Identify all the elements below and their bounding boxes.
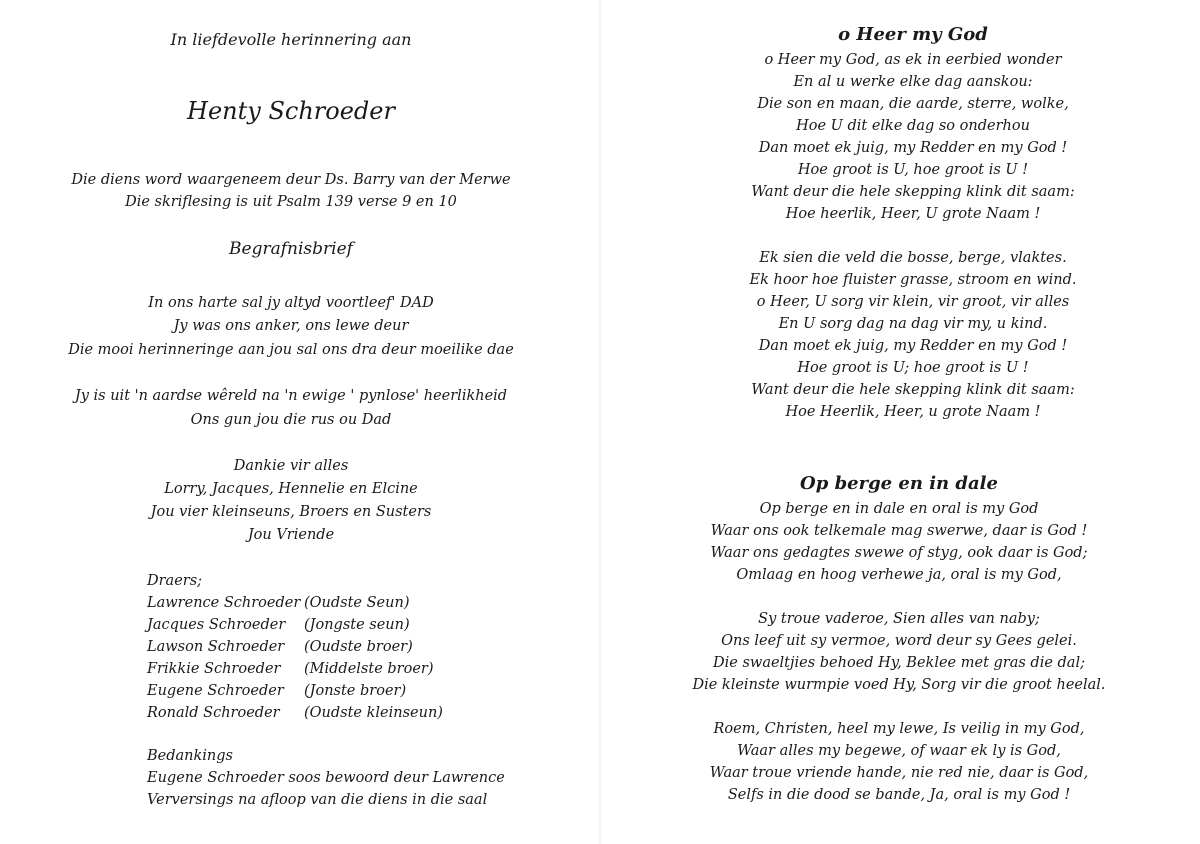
bearer-relation: (Jongste seun) — [304, 617, 410, 633]
hymn-line: Hoe heerlik, Heer, U grote Naam ! — [785, 206, 1041, 222]
deceased-name: Henty Schroeder — [187, 97, 395, 125]
thanks-line: Dankie vir alles — [233, 458, 349, 474]
thanks-line: Jou vier kleinseuns, Broers en Susters — [150, 504, 432, 520]
bearers-heading: Draers; — [147, 573, 203, 589]
right-page — [600, 0, 1200, 844]
hymn-line: Hoe Heerlik, Heer, u grote Naam ! — [785, 404, 1041, 420]
hymn-line: Op berge en in dale en oral is my God — [759, 501, 1039, 517]
hymn-line: o Heer, U sorg vir klein, vir groot, vir alles — [756, 294, 1070, 310]
letter-line: Jy was ons anker, ons lewe deur — [173, 318, 409, 334]
hymn-line: Want deur die hele skepping klink dit saam: — [751, 184, 1075, 200]
hymn-line: Omlaag en hoog verhewe ja, oral is my God, — [736, 567, 1062, 583]
bearer-name: Jacques Schroeder — [147, 617, 286, 633]
bearer-name: Lawson Schroeder — [147, 639, 285, 655]
bearer-relation: (Jonste broer) — [304, 683, 407, 699]
hymn-line: Sy troue vaderoe, Sien alles van naby; — [758, 611, 1040, 627]
hymn-line: Die kleinste wurmpie voed Hy, Sorg vir die groot heelal. — [692, 677, 1106, 693]
hymn-title: Op berge en in dale — [800, 473, 998, 494]
letter-heading: Begrafnisbrief — [229, 239, 353, 259]
hymn-line: Dan moet ek juig, my Redder en my God ! — [758, 140, 1068, 156]
letter-line: Die mooi herinneringe aan jou sal ons dra deur moeilike dae — [68, 342, 514, 358]
bearer-name: Frikkie Schroeder — [147, 661, 281, 677]
hymn-line: Waar alles my begewe, of waar ek ly is God, — [737, 743, 1061, 759]
hymn-line: o Heer my God, as ek in eerbied wonder — [764, 52, 1062, 68]
hymn-line: Waar ons ook telkemale mag swerwe, daar is God ! — [710, 523, 1088, 539]
hymn-line: Roem, Christen, heel my lewe, Is veilig in my God, — [713, 721, 1085, 737]
hymn-line: Selfs in die dood se bande, Ja, oral is my God ! — [727, 787, 1071, 803]
intro-text: In liefdevolle herinnering aan — [170, 30, 412, 49]
hymn-line: Ek hoor hoe fluister grasse, stroom en wind. — [749, 272, 1077, 288]
acknowledgements-heading: Bedankings — [147, 748, 233, 764]
letter-line: In ons harte sal jy altyd voortleef' DAD — [148, 295, 434, 311]
acknowledgement-line: Eugene Schroeder soos bewoord deur Lawrence — [147, 770, 505, 786]
acknowledgement-line: Verversings na afloop van die diens in die saal — [147, 792, 488, 808]
hymn-line: Waar troue vriende hande, nie red nie, daar is God, — [709, 765, 1089, 781]
hymn-line: Waar ons gedagtes swewe of styg, ook daar is God; — [710, 545, 1088, 561]
hymn-line: Ek sien die veld die bosse, berge, vlaktes. — [759, 250, 1067, 266]
letter-line: Jy is uit 'n aardse wêreld na 'n ewige ' pynlose' heerlikheid — [74, 388, 508, 404]
hymn-line: En al u werke elke dag aanskou: — [793, 74, 1033, 90]
service-line: Die skriflesing is uit Psalm 139 verse 9 en 10 — [125, 194, 457, 210]
bearer-name: Ronald Schroeder — [147, 705, 280, 721]
hymn-line: Hoe groot is U, hoe groot is U ! — [797, 162, 1029, 178]
bearer-relation: (Oudste broer) — [304, 639, 413, 655]
service-line: Die diens word waargeneem deur Ds. Barry van der Merwe — [71, 172, 511, 188]
bearer-relation: (Middelste broer) — [304, 661, 434, 677]
bearer-name: Eugene Schroeder — [147, 683, 284, 699]
hymn-line: Hoe groot is U; hoe groot is U ! — [797, 360, 1029, 376]
bearer-relation: (Oudste Seun) — [304, 595, 410, 611]
hymn-line: Die swaeltjies behoed Hy, Beklee met gras die dal; — [713, 655, 1085, 671]
hymn-line: Dan moet ek juig, my Redder en my God ! — [758, 338, 1068, 354]
hymn-line: Want deur die hele skepping klink dit saam: — [751, 382, 1075, 398]
hymn-line: Ons leef uit sy vermoe, word deur sy Gees gelei. — [721, 633, 1077, 649]
hymn-title: o Heer my God — [838, 24, 988, 45]
hymn-line: En U sorg dag na dag vir my, u kind. — [778, 316, 1048, 332]
thanks-line: Lorry, Jacques, Hennelie en Elcine — [164, 481, 418, 497]
hymn-line: Die son en maan, die aarde, sterre, wolke, — [757, 96, 1069, 112]
bearer-relation: (Oudste kleinseun) — [304, 705, 443, 721]
thanks-line: Jou Vriende — [247, 527, 335, 543]
bearer-name: Lawrence Schroeder — [147, 595, 301, 611]
hymn-line: Hoe U dit elke dag so onderhou — [796, 118, 1030, 134]
letter-line: Ons gun jou die rus ou Dad — [190, 412, 392, 428]
